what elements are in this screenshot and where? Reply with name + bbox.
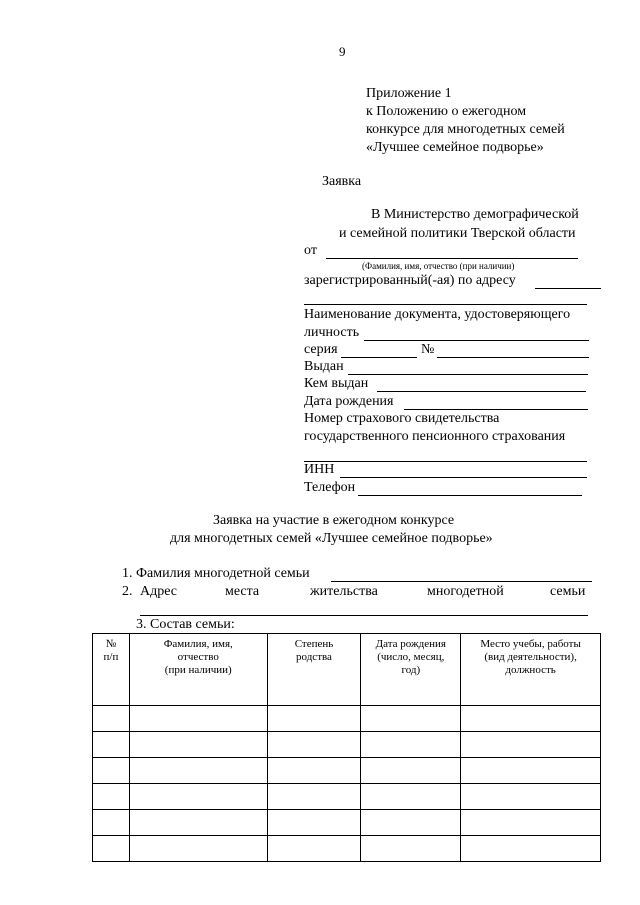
table-row <box>93 758 601 784</box>
table-row <box>93 732 601 758</box>
table-cell[interactable] <box>361 784 461 810</box>
issued-by-label: Кем выдан <box>304 376 369 391</box>
table-cell[interactable] <box>129 758 267 784</box>
table-cell[interactable] <box>93 758 130 784</box>
appendix-line-1: Приложение 1 <box>366 86 452 101</box>
from-label: от <box>304 243 317 258</box>
item-2-word-3: жительства <box>310 584 378 599</box>
birth-date-label: Дата рождения <box>304 394 394 409</box>
table-cell[interactable] <box>129 810 267 836</box>
heading-short: Заявка <box>322 174 362 189</box>
item-2-num: 2. <box>122 584 133 599</box>
item-1-line <box>331 581 592 582</box>
appendix-line-3: конкурсе для многодетных семей <box>366 122 565 137</box>
birth-date-line <box>404 409 588 410</box>
issued-line <box>348 374 588 375</box>
page-number: 9 <box>339 44 346 59</box>
col-number-header: № п/п <box>93 634 130 706</box>
appendix-line-4: «Лучшее семейное подворье» <box>366 140 544 155</box>
item-2-word-5: семьи <box>550 584 586 599</box>
appendix-line-2: к Положению о ежегодном <box>366 104 527 119</box>
table-row <box>93 784 601 810</box>
item-2-word-2: места <box>225 584 260 599</box>
inn-line <box>340 477 587 478</box>
table-cell[interactable] <box>129 706 267 732</box>
main-title-line-1: Заявка на участие в ежегодном конкурсе <box>213 513 455 528</box>
table-cell[interactable] <box>461 706 601 732</box>
table-cell[interactable] <box>461 836 601 862</box>
issued-label: Выдан <box>304 359 344 374</box>
number-line <box>437 357 589 358</box>
doc-name-line <box>364 340 589 341</box>
issued-by-line <box>377 391 586 392</box>
table-cell[interactable] <box>461 784 601 810</box>
col-birthdate-header: Дата рождения (число, месяц, год) <box>361 634 461 706</box>
table-cell[interactable] <box>267 732 361 758</box>
item-3-label: 3. Состав семьи: <box>136 617 235 632</box>
col-relation-header: Степень родства <box>267 634 361 706</box>
table-cell[interactable] <box>361 706 461 732</box>
item-2-word-4: многодетной <box>427 584 504 599</box>
table-cell[interactable] <box>361 732 461 758</box>
from-line <box>326 258 578 259</box>
col-occupation-header: Место учебы, работы (вид деятельности), должность <box>461 634 601 706</box>
registered-line <box>535 288 601 289</box>
table-cell[interactable] <box>129 732 267 758</box>
addressee-line-2: и семейной политики Тверской области <box>339 226 576 241</box>
phone-label: Телефон <box>304 480 356 495</box>
table-cell[interactable] <box>361 836 461 862</box>
fio-hint: (Фамилия, имя, отчество (при наличии) <box>362 261 515 271</box>
table-cell[interactable] <box>461 732 601 758</box>
number-label: № <box>421 342 435 357</box>
table-cell[interactable] <box>93 732 130 758</box>
table-row <box>93 836 601 862</box>
doc-name-line-2: личность <box>304 325 360 340</box>
item-2-line <box>140 615 588 616</box>
table-cell[interactable] <box>129 784 267 810</box>
table-cell[interactable] <box>461 810 601 836</box>
table-cell[interactable] <box>93 836 130 862</box>
inn-label: ИНН <box>304 462 335 477</box>
table-cell[interactable] <box>267 784 361 810</box>
col-name-header: Фамилия, имя, отчество (при наличии) <box>129 634 267 706</box>
item-1-label: 1. Фамилия многодетной семьи <box>122 566 310 581</box>
snils-line <box>304 461 587 462</box>
table-cell[interactable] <box>461 758 601 784</box>
registered-label: зарегистрированный(-ая) по адресу <box>304 273 516 288</box>
table-cell[interactable] <box>267 706 361 732</box>
table-row <box>93 810 601 836</box>
table-cell[interactable] <box>267 836 361 862</box>
series-line <box>341 357 417 358</box>
family-table <box>92 633 601 862</box>
table-cell[interactable] <box>93 784 130 810</box>
table-cell[interactable] <box>93 706 130 732</box>
table-cell[interactable] <box>129 836 267 862</box>
series-label: серия <box>304 342 338 357</box>
main-title-line-2: для многодетных семей «Лучшее семейное подворье» <box>170 531 493 546</box>
table-row <box>93 706 601 732</box>
table-cell[interactable] <box>361 758 461 784</box>
table-cell[interactable] <box>361 810 461 836</box>
snils-line-2: государственного пенсионного страхования <box>304 429 566 444</box>
table-header-row <box>93 634 601 706</box>
table-cell[interactable] <box>267 810 361 836</box>
table-cell[interactable] <box>267 758 361 784</box>
addressee-line-1: В Министерство демографической <box>371 207 579 222</box>
table-cell[interactable] <box>93 810 130 836</box>
doc-name-line-1: Наименование документа, удостоверяющего <box>304 307 571 322</box>
snils-line-1: Номер страхового свидетельства <box>304 411 500 426</box>
item-2-word-1: Адрес <box>140 584 178 599</box>
phone-line <box>358 495 582 496</box>
address-line-2 <box>304 304 587 305</box>
